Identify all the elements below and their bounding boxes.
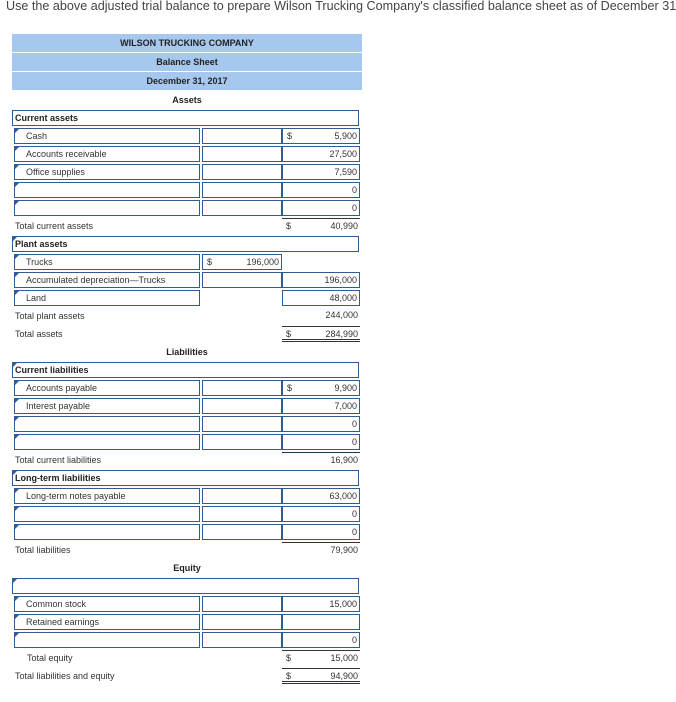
- total-current-liabilities-amount: [282, 452, 360, 468]
- total-liabilities-value: 79,900: [330, 545, 358, 555]
- ar-label: Accounts receivable: [26, 149, 107, 159]
- ap-row: [12, 379, 362, 397]
- ca-blank-row-2: [12, 199, 362, 217]
- ca-blank-amount-input-1[interactable]: [282, 182, 360, 198]
- eq-blank-col1-input-1[interactable]: [202, 632, 282, 648]
- supplies-label-field[interactable]: [14, 164, 200, 180]
- lt-blank-col1-input-2[interactable]: [202, 524, 282, 540]
- supplies-amount: 7,590: [334, 167, 357, 177]
- total-current-assets-value: 40,990: [330, 221, 358, 231]
- cash-amount: 5,900: [334, 131, 357, 141]
- flag-marker: [15, 399, 19, 403]
- lt-blank-amount-input-2[interactable]: [282, 524, 360, 540]
- currency-symbol: $: [286, 221, 292, 231]
- ap-label-field[interactable]: [14, 380, 200, 396]
- flag-marker: [15, 255, 19, 259]
- currency-symbol: $: [287, 383, 293, 393]
- ar-col1-input[interactable]: [202, 146, 282, 162]
- total-assets-value: 284,990: [325, 329, 358, 339]
- total-liabilities-amount: [282, 542, 360, 558]
- ip-amount-input[interactable]: [282, 398, 360, 414]
- ip-amount: 7,000: [334, 401, 357, 411]
- accum-dep-col1-input[interactable]: [202, 272, 282, 288]
- land-row: [12, 289, 362, 307]
- supplies-row: [12, 163, 362, 181]
- cl-blank-label-field-1[interactable]: [14, 416, 200, 432]
- cash-label-field[interactable]: [14, 128, 200, 144]
- statement-date: December 31, 2017: [12, 72, 362, 91]
- flag-marker: [13, 237, 17, 241]
- retained-earnings-label: Retained earnings: [26, 617, 100, 627]
- land-label: Land: [26, 293, 47, 303]
- flag-marker: [15, 291, 19, 295]
- accum-dep-amount-input[interactable]: [282, 272, 360, 288]
- trucks-amount: 196,000: [246, 257, 279, 267]
- assets-heading: Assets: [12, 91, 362, 109]
- currency-symbol: $: [286, 653, 292, 663]
- flag-marker: [15, 129, 19, 133]
- cash-label: Cash: [26, 131, 48, 141]
- total-current-liabilities-label: Total current liabilities: [15, 455, 102, 465]
- ap-col1-input[interactable]: [202, 380, 282, 396]
- ca-blank-label-field-2[interactable]: [14, 200, 200, 216]
- ca-blank-amount-2: 0: [351, 203, 357, 213]
- trucks-row: [12, 253, 362, 271]
- ip-label-field[interactable]: [14, 398, 200, 414]
- current-liabilities-heading-row: [12, 361, 362, 379]
- trucks-amount-input[interactable]: [202, 254, 282, 270]
- long-term-heading[interactable]: [12, 470, 359, 486]
- flag-marker: [15, 417, 19, 421]
- common-stock-amount: 15,000: [329, 599, 357, 609]
- supplies-amount-input[interactable]: [282, 164, 360, 180]
- total-le-label: Total liabilities and equity: [15, 671, 115, 681]
- total-plant-row: [12, 307, 362, 325]
- equity-heading-input[interactable]: [12, 578, 359, 594]
- flag-marker: [15, 489, 19, 493]
- lt-blank-label-field-2[interactable]: [14, 524, 200, 540]
- total-plant-label: Total plant assets: [15, 311, 85, 321]
- total-equity-label: Total equity: [27, 653, 73, 663]
- company-name: WILSON TRUCKING COMPANY: [12, 34, 362, 53]
- total-liabilities-label: Total liabilities: [15, 545, 71, 555]
- total-assets-row: [12, 325, 362, 343]
- total-current-assets-amount: [282, 218, 360, 234]
- flag-marker: [15, 273, 19, 277]
- notes-amount: 63,000: [329, 491, 357, 501]
- plant-assets-heading[interactable]: [12, 236, 359, 252]
- statement-title: Balance Sheet: [12, 53, 362, 72]
- lt-blank-amount-input-1[interactable]: [282, 506, 360, 522]
- retained-earnings-label-field[interactable]: [14, 614, 200, 630]
- notes-row: [12, 487, 362, 505]
- currency-symbol: $: [286, 671, 292, 681]
- cl-blank-amount-1: 0: [351, 419, 357, 429]
- ap-amount-input[interactable]: [282, 380, 360, 396]
- retained-earnings-col1-input[interactable]: [202, 614, 282, 630]
- plant-assets-label: Plant assets: [15, 239, 68, 249]
- currency-symbol: $: [287, 131, 293, 141]
- equity-heading: Equity: [12, 559, 362, 577]
- eq-blank-row-1: [12, 631, 362, 649]
- flag-marker: [15, 633, 19, 637]
- supplies-col1-input[interactable]: [202, 164, 282, 180]
- balance-sheet: [12, 34, 362, 685]
- cl-blank-row-2: [12, 433, 362, 451]
- total-equity-row: [12, 649, 362, 667]
- lt-blank-row-1: [12, 505, 362, 523]
- lt-blank-amount-2: 0: [351, 527, 357, 537]
- total-current-liabilities-row: [12, 451, 362, 469]
- notes-label: Long-term notes payable: [26, 491, 126, 501]
- total-assets-label: Total assets: [15, 329, 63, 339]
- ap-label: Accounts payable: [26, 383, 98, 393]
- ip-row: [12, 397, 362, 415]
- cash-amount-input[interactable]: [282, 128, 360, 144]
- flag-marker: [15, 435, 19, 439]
- instruction-text: Use the above adjusted trial balance to prepare Wilson Trucking Company's classified balance sheet as of December 31: [6, 0, 676, 13]
- ca-blank-col1-input-2[interactable]: [202, 200, 282, 216]
- trucks-label-field[interactable]: [14, 254, 200, 270]
- ca-blank-amount-1: 0: [351, 185, 357, 195]
- lt-blank-label-field-1[interactable]: [14, 506, 200, 522]
- accum-dep-amount: 196,000: [324, 275, 357, 285]
- flag-marker: [15, 597, 19, 601]
- total-plant-amount: [282, 308, 360, 324]
- cl-blank-amount-input-1[interactable]: [282, 416, 360, 432]
- total-current-assets-label: Total current assets: [15, 221, 94, 231]
- common-stock-label-field[interactable]: [14, 596, 200, 612]
- ar-row: [12, 145, 362, 163]
- land-label-field[interactable]: [14, 290, 200, 306]
- lt-blank-row-2: [12, 523, 362, 541]
- total-equity-value: 15,000: [330, 653, 358, 663]
- accum-dep-row: [12, 271, 362, 289]
- total-le-value: 94,900: [330, 671, 358, 681]
- ar-label-field[interactable]: [14, 146, 200, 162]
- notes-col1-input[interactable]: [202, 488, 282, 504]
- cash-col1-input[interactable]: [202, 128, 282, 144]
- flag-marker: [15, 507, 19, 511]
- retained-earnings-amount-input[interactable]: [282, 614, 360, 630]
- flag-marker: [13, 363, 17, 367]
- ap-amount: 9,900: [334, 383, 357, 393]
- common-stock-label: Common stock: [26, 599, 87, 609]
- current-assets-label: Current assets: [15, 113, 79, 123]
- flag-marker: [15, 147, 19, 151]
- total-current-liabilities-value: 16,900: [330, 455, 358, 465]
- flag-marker: [15, 165, 19, 169]
- ca-blank-col1-input-1[interactable]: [202, 182, 282, 198]
- ip-col1-input[interactable]: [202, 398, 282, 414]
- current-assets-heading-row: [12, 109, 362, 127]
- equity-blank-heading-row: [12, 577, 362, 595]
- flag-marker: [13, 471, 17, 475]
- ca-blank-label-field-1[interactable]: [14, 182, 200, 198]
- total-current-assets-row: [12, 217, 362, 235]
- ca-blank-row-1: [12, 181, 362, 199]
- current-assets-heading[interactable]: [12, 110, 359, 126]
- cl-blank-col1-input-1[interactable]: [202, 416, 282, 432]
- land-amount: 48,000: [329, 293, 357, 303]
- current-liabilities-label: Current liabilities: [15, 365, 89, 375]
- trucks-label: Trucks: [26, 257, 53, 267]
- common-stock-col1-input[interactable]: [202, 596, 282, 612]
- eq-blank-amount-input-1[interactable]: [282, 632, 360, 648]
- ar-amount-input[interactable]: [282, 146, 360, 162]
- accum-dep-label-field[interactable]: [14, 272, 200, 288]
- ar-amount: 27,500: [329, 149, 357, 159]
- common-stock-row: [12, 595, 362, 613]
- eq-blank-label-field-1[interactable]: [14, 632, 200, 648]
- current-liabilities-heading[interactable]: [12, 362, 359, 378]
- flag-marker: [15, 201, 19, 205]
- lt-blank-col1-input-1[interactable]: [202, 506, 282, 522]
- total-equity-amount: [282, 650, 360, 666]
- flag-marker: [15, 381, 19, 385]
- plant-assets-heading-row: [12, 235, 362, 253]
- total-plant-value: 244,000: [325, 310, 358, 320]
- total-liabilities-row: [12, 541, 362, 559]
- flag-marker: [15, 183, 19, 187]
- ip-label: Interest payable: [26, 401, 91, 411]
- land-amount-input[interactable]: [282, 290, 360, 306]
- flag-marker: [13, 579, 17, 583]
- total-le-amount: [282, 668, 360, 684]
- currency-symbol: $: [286, 329, 292, 339]
- flag-marker: [15, 525, 19, 529]
- flag-marker: [15, 615, 19, 619]
- retained-earnings-row: [12, 613, 362, 631]
- accum-dep-label: Accumulated depreciation—Trucks: [26, 275, 166, 285]
- eq-blank-amount-1: 0: [351, 635, 357, 645]
- liabilities-heading: Liabilities: [12, 343, 362, 361]
- cl-blank-col1-input-2[interactable]: [202, 434, 282, 450]
- ca-blank-amount-input-2[interactable]: [282, 200, 360, 216]
- cl-blank-amount-input-2[interactable]: [282, 434, 360, 450]
- total-assets-amount: [282, 326, 360, 342]
- long-term-label: Long-term liabilities: [15, 473, 101, 483]
- currency-symbol: $: [207, 257, 213, 267]
- total-le-row: [12, 667, 362, 685]
- lt-blank-amount-1: 0: [351, 509, 357, 519]
- notes-label-field[interactable]: [14, 488, 200, 504]
- cl-blank-row-1: [12, 415, 362, 433]
- cash-row: [12, 127, 362, 145]
- cl-blank-label-field-2[interactable]: [14, 434, 200, 450]
- common-stock-amount-input[interactable]: [282, 596, 360, 612]
- long-term-heading-row: [12, 469, 362, 487]
- notes-amount-input[interactable]: [282, 488, 360, 504]
- supplies-label: Office supplies: [26, 167, 85, 177]
- cl-blank-amount-2: 0: [351, 437, 357, 447]
